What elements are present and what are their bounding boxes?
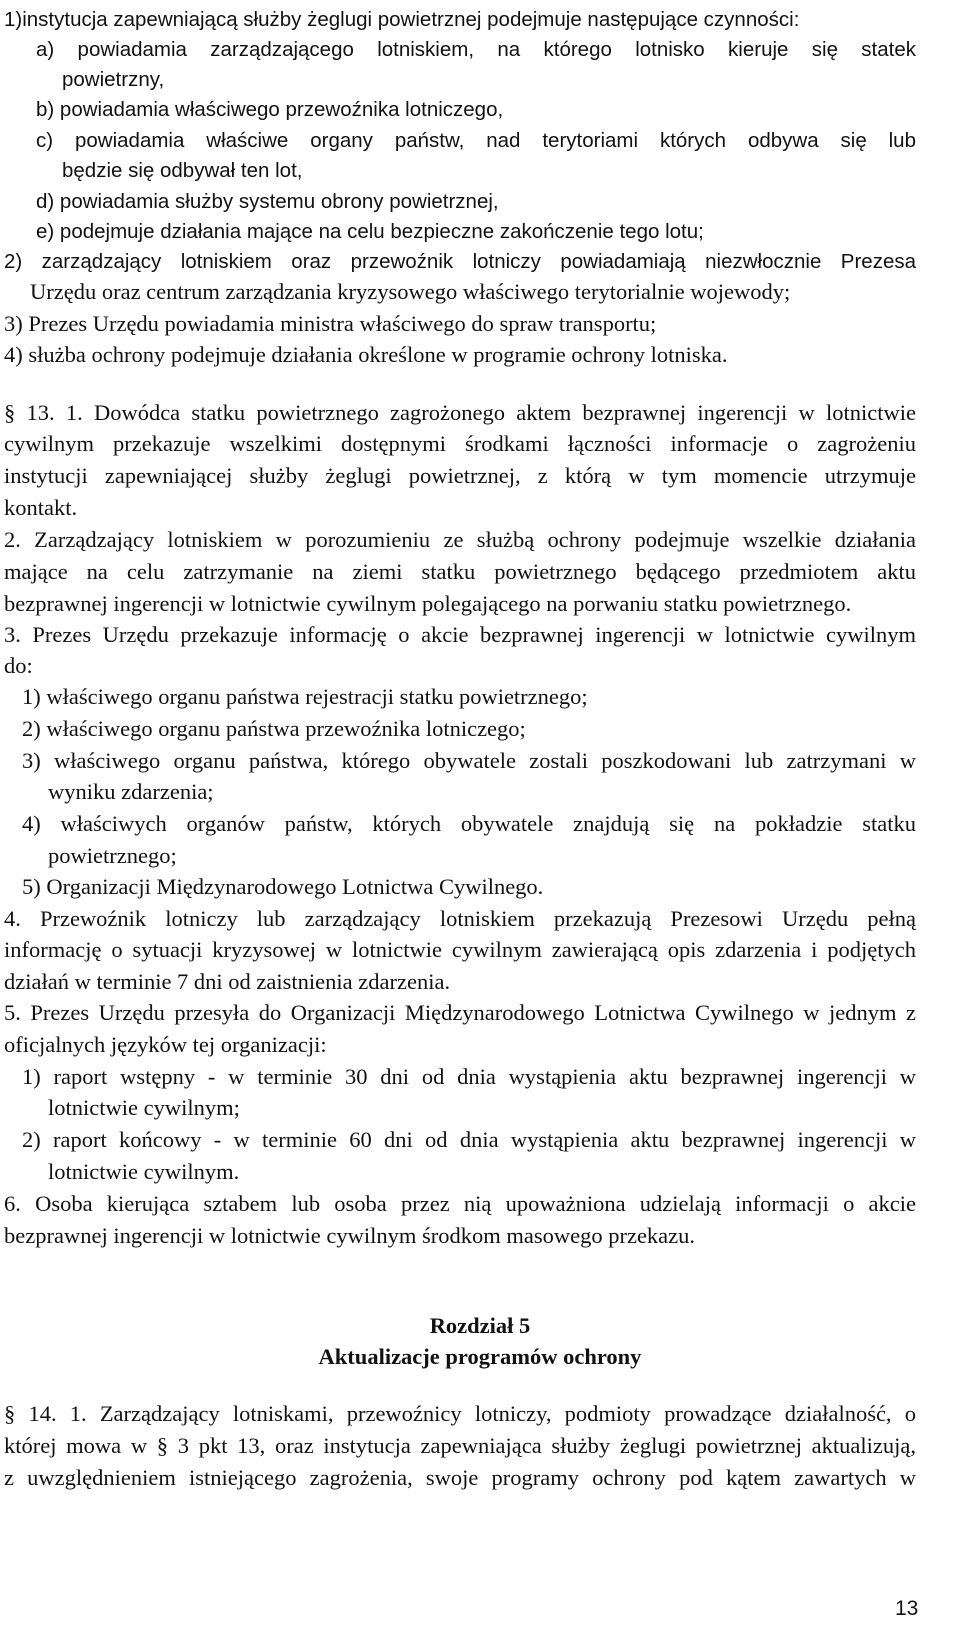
list-item: 2) właściwego organu państwa przewoźnika lotniczego; <box>22 716 526 741</box>
text-line: 3) Prezes Urzędu powiadamia ministra właściwego do spraw transportu; <box>4 311 657 336</box>
text-line: powietrznego; <box>48 843 177 868</box>
text-line: działań w terminie 7 dni od zaistnienia zdarzenia. <box>4 969 451 994</box>
paragraph-13-3: 3. Prezes Urzędu przekazuje informację o akcie bezprawnej ingerencji w lotnictwie cywilnym <box>4 622 916 647</box>
list-item: 5) Organizacji Międzynarodowego Lotnictwa Cywilnego. <box>22 874 544 899</box>
text-line: 4) służba ochrony podejmuje działania określone w programie ochrony lotniska. <box>4 342 728 367</box>
text-line: kontakt. <box>4 495 78 520</box>
text-line: lotnictwie cywilnym. <box>48 1159 240 1184</box>
text-line: Urzędu oraz centrum zarządzania kryzysowego właściwego terytorialnie wojewody; <box>30 279 791 304</box>
text-line: 1)instytucja zapewniającą służby żeglugi powietrznej podejmuje następujące czynności: <box>4 8 800 31</box>
text-line: bezprawnej ingerencji w lotnictwie cywilnym polegającego na porwaniu statku powietrznego. <box>4 591 852 616</box>
text-line: oficjalnych języków tej organizacji: <box>4 1032 327 1057</box>
text-line: b) powiadamia właściwego przewoźnika lotniczego, <box>36 98 504 121</box>
list-item: 1) raport wstępny - w terminie 30 dni od dnia wystąpienia aktu bezprawnej ingerencji w <box>22 1064 916 1089</box>
text-line: lotnictwie cywilnym; <box>48 1095 240 1120</box>
paragraph-14-1: § 14. 1. Zarządzający lotniskami, przewoźnicy lotniczy, podmioty prowadzące działalność, o <box>4 1401 916 1426</box>
text-line: cywilnym przekazuje wszelkimi dostępnymi środkami łączności informacje o zagrożeniu <box>4 431 916 456</box>
text-line: 2) zarządzający lotniskiem oraz przewoźnik lotniczy powiadamiają niezwłocznie Prezesa <box>4 250 916 273</box>
chapter-number: Rozdział 5 <box>429 1313 531 1338</box>
chapter-title: Aktualizacje programów ochrony <box>318 1344 642 1369</box>
text-line: instytucji zapewniającej służby żeglugi powietrznej, z którą w tym momencie utrzymuje <box>4 463 916 488</box>
list-item: 3) właściwego organu państwa, którego obywatele zostali poszkodowani lub zatrzymani w <box>22 748 916 773</box>
list-item: 1) właściwego organu państwa rejestracji statku powietrznego; <box>22 684 588 709</box>
text-line: wyniku zdarzenia; <box>48 779 214 804</box>
paragraph-13-1: § 13. 1. Dowódca statku powietrznego zagrożonego aktem bezprawnej ingerencji w lotnictwie <box>4 400 916 425</box>
text-line: d) powiadamia służby systemu obrony powietrznej, <box>36 190 499 213</box>
list-item: 4) właściwych organów państw, których obywatele znajdują się na pokładzie statku <box>22 811 916 836</box>
text-line: c) powiadamia właściwe organy państw, nad terytoriami których odbywa się lub <box>36 129 916 152</box>
text-line: będzie się odbywał ten lot, <box>62 159 303 182</box>
text-line: której mowa w § 3 pkt 13, oraz instytucja zapewniająca służby żeglugi powietrznej aktualizują, <box>4 1433 916 1458</box>
text-line: do: <box>4 653 33 678</box>
text-line: a) powiadamia zarządzającego lotniskiem, na którego lotnisko kieruje się statek <box>36 38 916 61</box>
text-line: z uwzględnieniem istniejącego zagrożenia, swoje programy ochrony pod kątem zawartych w <box>4 1465 916 1490</box>
text-line: e) podejmuje działania mające na celu bezpieczne zakończenie tego lotu; <box>36 220 704 243</box>
list-item: 2) raport końcowy - w terminie 60 dni od dnia wystąpienia aktu bezprawnej ingerencji w <box>22 1127 916 1152</box>
text-line: informację o sytuacji kryzysowej w lotnictwie cywilnym zawierającą opis zdarzenia i podjętych <box>4 937 916 962</box>
text-line: bezprawnej ingerencji w lotnictwie cywilnym środkom masowego przekazu. <box>4 1223 696 1248</box>
text-line: mające na celu zatrzymanie na ziemi statku powietrznego będącego przedmiotem aktu <box>4 559 916 584</box>
paragraph-13-6: 6. Osoba kierująca sztabem lub osoba przez nią upoważniona udzielają informacji o akcie <box>4 1191 916 1216</box>
paragraph-13-4: 4. Przewoźnik lotniczy lub zarządzający lotniskiem przekazują Prezesowi Urzędu pełną <box>4 906 916 931</box>
paragraph-13-2: 2. Zarządzający lotniskiem w porozumieniu ze służbą ochrony podejmuje wszelkie działania <box>4 527 916 552</box>
paragraph-13-5: 5. Prezes Urzędu przesyła do Organizacji Międzynarodowego Lotnictwa Cywilnego w jednym z <box>4 1000 916 1025</box>
page-number: 13 <box>895 1597 919 1620</box>
text-line: powietrzny, <box>62 68 165 91</box>
